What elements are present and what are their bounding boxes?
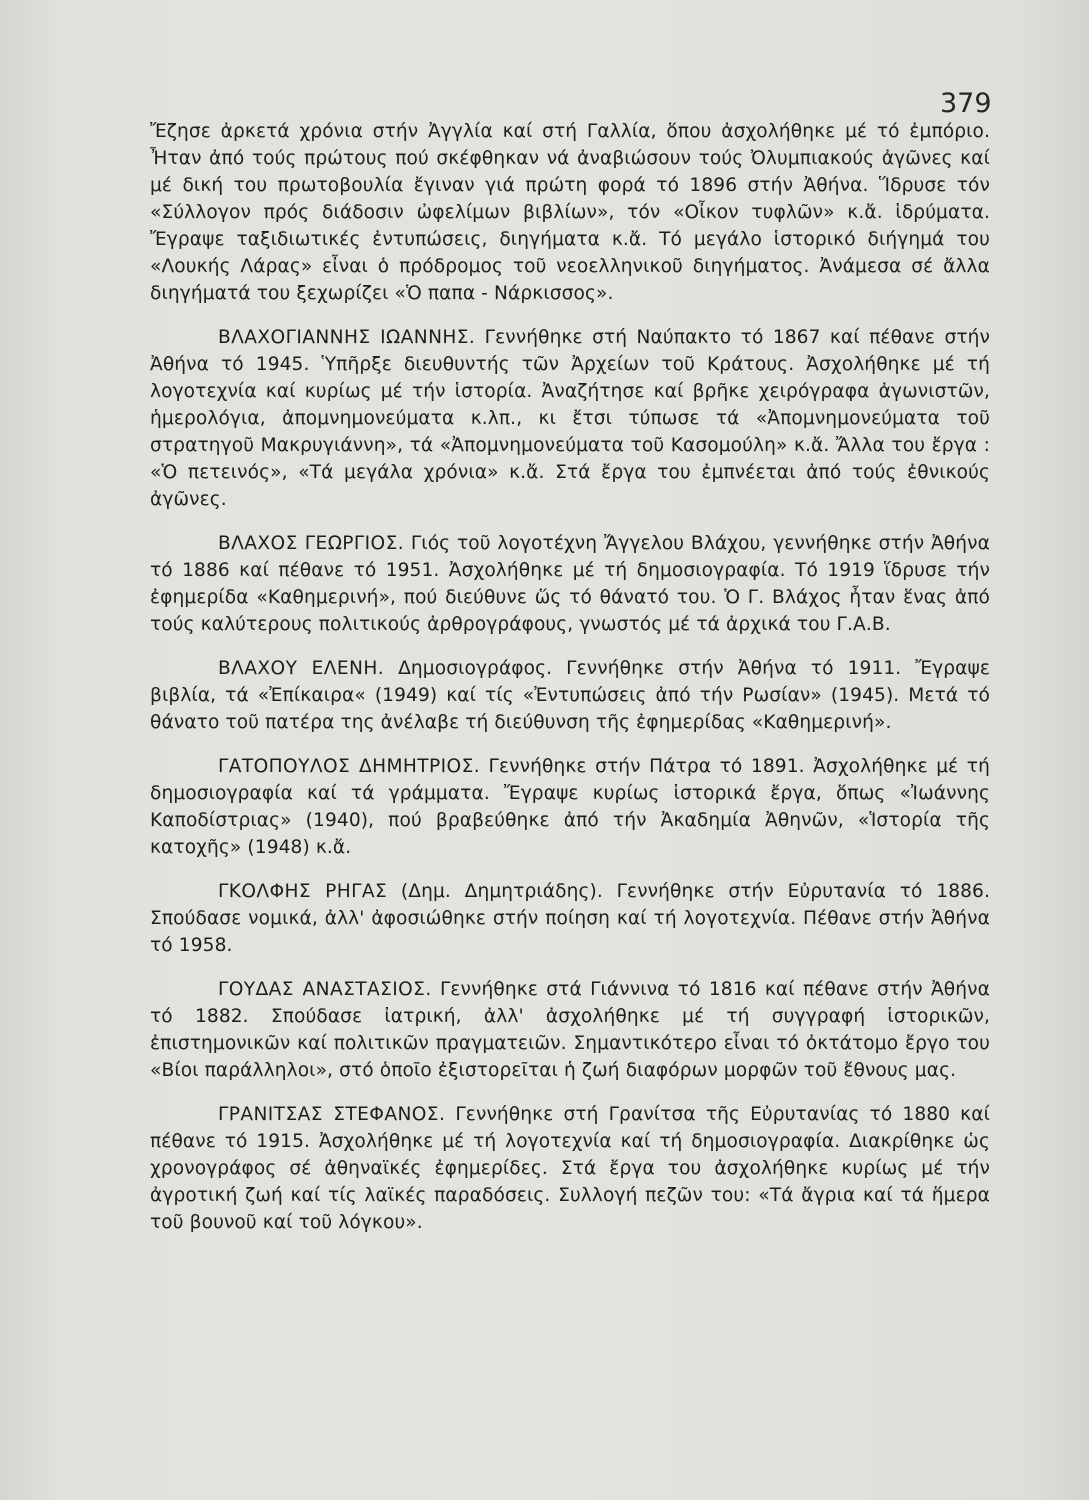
biography-entry: [150, 976, 990, 1084]
entry-name: ΓΡΑΝΙΤΣΑΣ ΣΤΕΦΑΝΟΣ.: [218, 1104, 446, 1125]
intro-text: Ἔζησε ἀρκετά χρόνια στήν Ἀγγλία καί στή Γαλλία, ὅπου ἀσχολήθηκε μέ τό ἐμπόριο. Ἦταν ἀπό τούς πρώτους πού σκέφθηκαν νά ἀναβιώσουν τούς Ὀλυμπιακούς ἀγῶνες καί μέ δική του πρωτοβουλία ἔγιναν γιά πρώτη φορά τό 1896 στήν Ἀθήνα. Ἵδρυσε τόν «Σύλλογον πρός διάδοσιν ὠφελίμων βιβλίων», τόν «Οἶκον τυφλῶν» κ.ἄ. ἱδρύματα. Ἔγραψε ταξιδιωτικές ἐντυπώσεις, διηγήματα κ.ἄ. Τό μεγάλο ἱστορικό διήγημά του «Λουκής Λάρας» εἶναι ὁ πρόδρομος τοῦ νεοελληνικοῦ διηγήματος. Ἀνάμεσα σέ ἄλλα διηγήματά του ξεχωρίζει «Ὁ παπα - Νάρκισσος».: [150, 121, 990, 304]
biography-entry: [150, 753, 990, 861]
entry-text: (Δημ. Δημητριάδης). Γεννήθηκε στήν Εὐρυτανία τό 1886. Σπούδασε νομικά, ἀλλ' ἀφοσιώθηκε στήν ποίηση καί τή λογοτεχνία. Πέθανε στήν Ἀθήνα τό 1958.: [150, 881, 990, 956]
entry-name: ΓΚΟΛΦΗΣ ΡΗΓΑΣ: [218, 881, 388, 902]
entry-text: Γεννήθηκε στήν Πάτρα τό 1891. Ἀσχολήθηκε μέ τή δημοσιογραφία καί τά γράμματα. Ἔγραψε κυρίως ἱστορικά ἔργα, ὅπως «Ἰωάννης Καποδίστριας» (1940), πού βραβεύθηκε ἀπό τήν Ἀκαδημία Ἀθηνῶν, «Ἱστορία τῆς κατοχῆς» (1948) κ.ἄ.: [150, 756, 990, 858]
entry-name: ΓΟΥΔΑΣ ΑΝΑΣΤΑΣΙΟΣ.: [218, 979, 432, 1000]
page-content: [150, 118, 990, 1236]
entry-text: Γιός τοῦ λογοτέχνη Ἄγγελου Βλάχου, γεννήθηκε στήν Ἀθήνα τό 1886 καί πέθανε τό 1951. Ἀσχολήθηκε μέ τή δημοσιογραφία. Τό 1919 ἵδρυσε τήν ἐφημερίδα «Καθημερινή», πού διεύθυνε ὥς τό θάνατό του. Ὁ Γ. Βλάχος ἦταν ἕνας ἀπό τούς καλύτερους πολιτικούς ἀρθρογράφους, γνωστός μέ τά ἀρχικά του Γ.Α.Β.: [150, 533, 990, 635]
entry-paragraph: [150, 324, 990, 513]
entry-paragraph: [150, 530, 990, 638]
entry-text: Γεννήθηκε στά Γιάννινα τό 1816 καί πέθανε στήν Ἀθήνα τό 1882. Σπούδασε ἰατρική, ἀλλ' ἀσχολήθηκε μέ τή συγγραφή ἱστορικῶν, ἐπιστημονικῶν καί πολιτικῶν πραγματειῶν. Σημαντικότερο εἶναι τό ὀκτάτομο ἔργο του «Βίοι παράλληλοι», στό ὁποῖο ἐξιστορεῖται ἡ ζωή διαφόρων μορφῶν τοῦ ἔθνους μας.: [150, 979, 991, 1081]
entry-name: ΓΑΤΟΠΟΥΛΟΣ ΔΗΜΗΤΡΙΟΣ.: [218, 756, 481, 777]
entry-text: Γεννήθηκε στή Ναύπακτο τό 1867 καί πέθανε στήν Ἀθήνα τό 1945. Ὑπῆρξε διευθυντής τῶν Ἀρχείων τοῦ Κράτους. Ἀσχολήθηκε μέ τή λογοτεχνία καί κυρίως μέ τήν ἱστορία. Ἀναζήτησε καί βρῆκε χειρόγραφα ἀγωνιστῶν, ἡμερολόγια, ἀπομνημονεύματα κ.λπ., κι ἔτσι τύπωσε τά «Ἀπομνημονεύματα τοῦ στρατηγοῦ Μακρυγιάννη», τά «Ἀπομνημονεύματα τοῦ Κασομούλη» κ.ἄ. Ἄλλα του ἔργα : «Ὁ πετεινός», «Τά μεγάλα χρόνια» κ.ἄ. Στά ἔργα του ἐμπνέεται ἀπό τούς ἐθνικούς ἀγῶνες.: [150, 327, 991, 510]
biography-entry: [150, 1101, 990, 1236]
page-number: 379: [940, 88, 992, 119]
entry-text: Δημοσιογράφος. Γεννήθηκε στήν Ἀθήνα τό 1911. Ἔγραψε βιβλία, τά «Ἐπίκαιρα« (1949) καί τίς «Ἐντυπώσεις ἀπό τήν Ρωσίαν» (1945). Μετά τό θάνατο τοῦ πατέρα της ἀνέλαβε τή διεύθυνση τῆς ἐφημερίδας «Καθημερινή».: [150, 658, 991, 733]
biography-entry: [150, 530, 990, 638]
entry-paragraph: [150, 655, 990, 736]
entry-paragraph: [150, 976, 990, 1084]
entry-name: ΒΛΑΧΟΣ ΓΕΩΡΓΙΟΣ.: [218, 533, 405, 554]
entry-paragraph: [150, 1101, 990, 1236]
biography-entry: [150, 655, 990, 736]
biography-entry: [150, 324, 990, 513]
entry-paragraph: [150, 753, 990, 861]
biography-entry: [150, 878, 990, 959]
entry-text: Γεννήθηκε στή Γρανίτσα τῆς Εὐρυτανίας τό 1880 καί πέθανε τό 1915. Ἀσχολήθηκε μέ τή λογοτεχνία καί τή δημοσιογραφία. Διακρίθηκε ὡς χρονογράφος σέ ἀθηναϊκές ἐφημερίδες. Στά ἔργα του ἀσχολήθηκε κυρίως μέ τήν ἀγροτική ζωή καί τίς λαϊκές παραδόσεις. Συλλογή πεζῶν του: «Τά ἄγρια καί τά ἥμερα τοῦ βουνοῦ καί τοῦ λόγκου».: [150, 1104, 990, 1233]
entry-name: ΒΛΑΧΟΓΙΑΝΝΗΣ ΙΩΑΝΝΗΣ.: [218, 327, 476, 348]
intro-paragraph: [150, 118, 990, 307]
entry-name: ΒΛΑΧΟΥ ΕΛΕΝΗ.: [218, 658, 385, 679]
entry-paragraph: [150, 878, 990, 959]
